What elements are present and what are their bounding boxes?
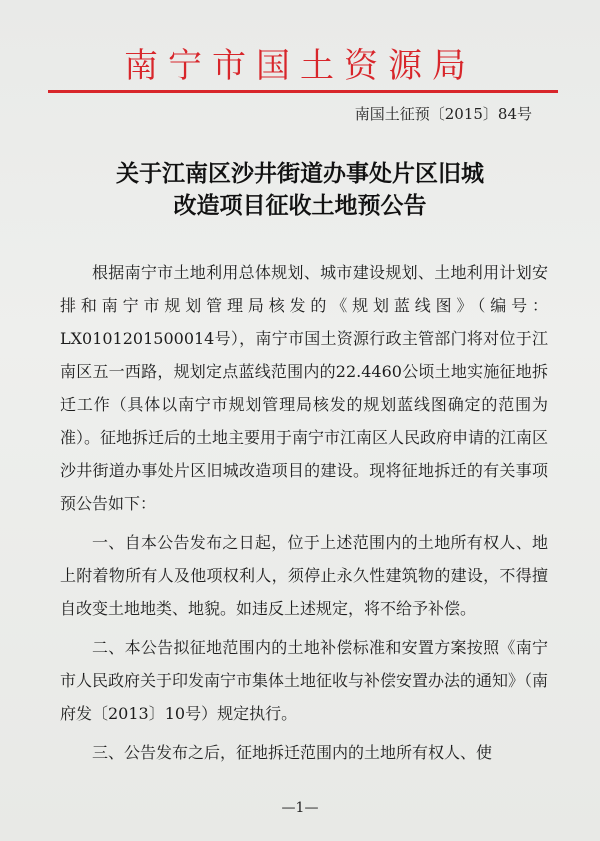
document-body xyxy=(60,256,548,775)
agency-letterhead: 南宁市国土资源局 xyxy=(124,46,476,86)
title-line-2: 改造项目征收土地预公告 xyxy=(173,192,427,219)
paragraph-item-2: 二、本公告拟征地范围内的土地补偿标准和安置方案按照《南宁市人民政府关于印发南宁市集体土地征收与补偿安置办法的通知》（南府发〔2013〕10号）规定执行。 xyxy=(60,638,549,723)
document-number: 南国土征预〔2015〕84号 xyxy=(354,105,532,123)
paragraph-intro: 根据南宁市土地利用总体规划、城市建设规划、土地利用计划安排和南宁市规划管理局核发的《规划蓝线图》（编号：LX0101201500014号），南宁市国土资源行政主管部门将对位于江南区五一西路，规划定点蓝线范围内的22.4460公顷土地实施征地拆迁工作（具体以南宁市规划管理局核发的规划蓝线图确定的范围为准）。征地拆迁后的土地主要用于南宁市江南区人民政府申请的江南区沙井街道办事处片区旧城改造项目的建设。现将征地拆迁的有关事项预公告如下： xyxy=(60,263,549,513)
paragraph-item-3: 三、公告发布之后，征地拆迁范围内的土地所有权人、使 xyxy=(92,743,493,762)
page-number: —1— xyxy=(281,800,319,816)
title-line-1: 关于江南区沙井街道办事处片区旧城 xyxy=(116,160,484,187)
letterhead-red-rule xyxy=(48,90,558,93)
document-title xyxy=(0,158,600,222)
paragraph-item-1: 一、自本公告发布之日起，位于上述范围内的土地所有权人、地上附着物所有人及他项权利人，须停止永久性建筑物的建设，不得擅自改变土地地类、地貌。如违反上述规定，将不给予补偿。 xyxy=(60,533,548,618)
